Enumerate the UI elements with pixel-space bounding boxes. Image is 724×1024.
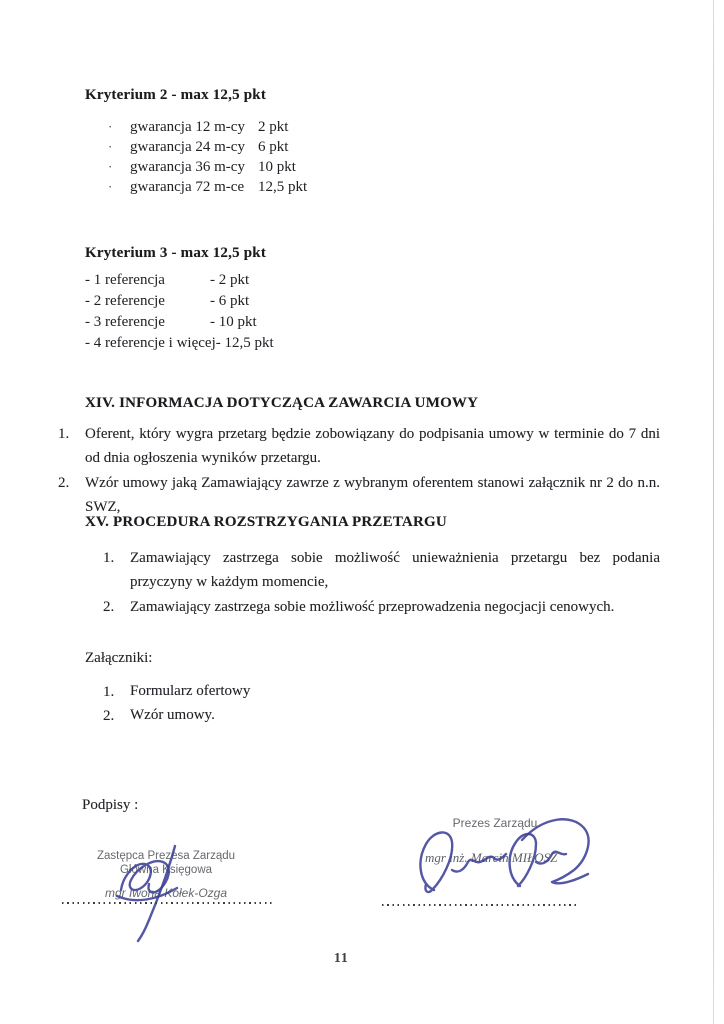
item-number: 2. bbox=[103, 599, 115, 615]
signature-line-right bbox=[382, 904, 578, 906]
list-item bbox=[108, 139, 307, 159]
stamp-role: Zastępca Prezesa Zarządu bbox=[96, 850, 236, 862]
scan-edge-line bbox=[713, 0, 714, 1024]
item-number: 1. bbox=[58, 426, 70, 442]
item-number: 1. bbox=[103, 684, 115, 700]
item-text: Zamawiający zastrzega sobie możliwość przeprowadzenia negocjacji cenowych. bbox=[130, 599, 615, 615]
page-number: 11 bbox=[334, 950, 349, 965]
section-14-heading: XIV. INFORMACJA DOTYCZĄCA ZAWARCIA UMOWY bbox=[85, 395, 479, 411]
section-15-heading: XV. PROCEDURA ROZSTRZYGANIA PRZETARGU bbox=[85, 514, 447, 530]
bullet-icon: · bbox=[108, 119, 113, 134]
criterion-points: 12,5 pkt bbox=[258, 179, 308, 195]
section-14-list bbox=[58, 422, 660, 520]
item-number: 2. bbox=[103, 708, 115, 724]
list-item bbox=[108, 119, 307, 139]
item-number: 2. bbox=[58, 475, 70, 491]
criterion-points: - 12,5 pkt bbox=[215, 335, 274, 351]
list-item bbox=[103, 680, 403, 704]
criterion-points: 6 pkt bbox=[258, 139, 289, 155]
list-item bbox=[85, 335, 274, 356]
list-item bbox=[85, 293, 274, 314]
right-stamp-title: Prezes Zarządu bbox=[452, 816, 538, 830]
item-text: Zamawiający zastrzega sobie możliwość unieważnienia przetargu bez podania przyczyny w każdym momencie, bbox=[130, 550, 660, 590]
list-item bbox=[103, 546, 660, 594]
list-item bbox=[85, 314, 274, 335]
criterion-label: - 2 referencje bbox=[85, 293, 165, 309]
criterion-label: gwarancja 24 m-cy bbox=[130, 139, 245, 155]
kryterium-2-heading: Kryterium 2 - max 12,5 pkt bbox=[85, 87, 267, 103]
right-stamp-name: mgr inż. Marcin MIŁOSZ bbox=[425, 850, 558, 865]
stamp-role: Główna Księgowa bbox=[119, 864, 213, 876]
signature-line-left bbox=[62, 902, 272, 904]
list-item bbox=[108, 159, 307, 179]
handwritten-signature-left bbox=[103, 838, 203, 943]
stamp-name: mgr Iwona Kołek-Ozga bbox=[104, 886, 228, 900]
criterion-points: - 2 pkt bbox=[210, 272, 250, 288]
section-15-list bbox=[103, 546, 660, 620]
list-item bbox=[85, 272, 274, 293]
list-item bbox=[58, 471, 660, 519]
item-text: Oferent, który wygra przetarg będzie zobowiązany do podpisania umowy w terminie do 7 dni od dnia ogłoszenia wyników przetargu. bbox=[85, 426, 660, 466]
handwritten-signature-right bbox=[402, 812, 602, 912]
list-item bbox=[108, 179, 307, 199]
bullet-icon: · bbox=[108, 159, 113, 174]
attachments-heading: Załączniki: bbox=[85, 650, 153, 666]
item-text: Wzór umowy. bbox=[130, 707, 215, 723]
kryterium-3-heading: Kryterium 3 - max 12,5 pkt bbox=[85, 245, 267, 261]
bullet-icon: · bbox=[108, 139, 113, 154]
signatures-heading: Podpisy : bbox=[82, 797, 139, 813]
criterion-points: - 10 pkt bbox=[210, 314, 257, 330]
list-item bbox=[58, 422, 660, 470]
list-item bbox=[103, 595, 660, 619]
criterion-points: 2 pkt bbox=[258, 119, 289, 135]
attachments-list bbox=[103, 680, 403, 728]
criterion-label: - 3 referencje bbox=[85, 314, 165, 330]
criterion-label: gwarancja 36 m-cy bbox=[130, 159, 245, 175]
kryterium-3-list bbox=[85, 272, 274, 356]
criterion-label: gwarancja 12 m-cy bbox=[130, 119, 245, 135]
bullet-icon: · bbox=[108, 179, 113, 194]
criterion-points: 10 pkt bbox=[258, 159, 296, 175]
criterion-label: gwarancja 72 m-ce bbox=[130, 179, 245, 195]
criterion-label: - 1 referencja bbox=[85, 272, 165, 288]
kryterium-2-list bbox=[108, 119, 307, 199]
criterion-points: - 6 pkt bbox=[210, 293, 250, 309]
criterion-label: - 4 referencje i więcej bbox=[85, 335, 216, 351]
item-number: 1. bbox=[103, 550, 115, 566]
item-text: Formularz ofertowy bbox=[130, 683, 251, 699]
list-item bbox=[103, 704, 403, 728]
item-text: Wzór umowy jaką Zamawiający zawrze z wybranym oferentem stanowi załącznik nr 2 do n.n. SWZ, bbox=[85, 475, 660, 515]
